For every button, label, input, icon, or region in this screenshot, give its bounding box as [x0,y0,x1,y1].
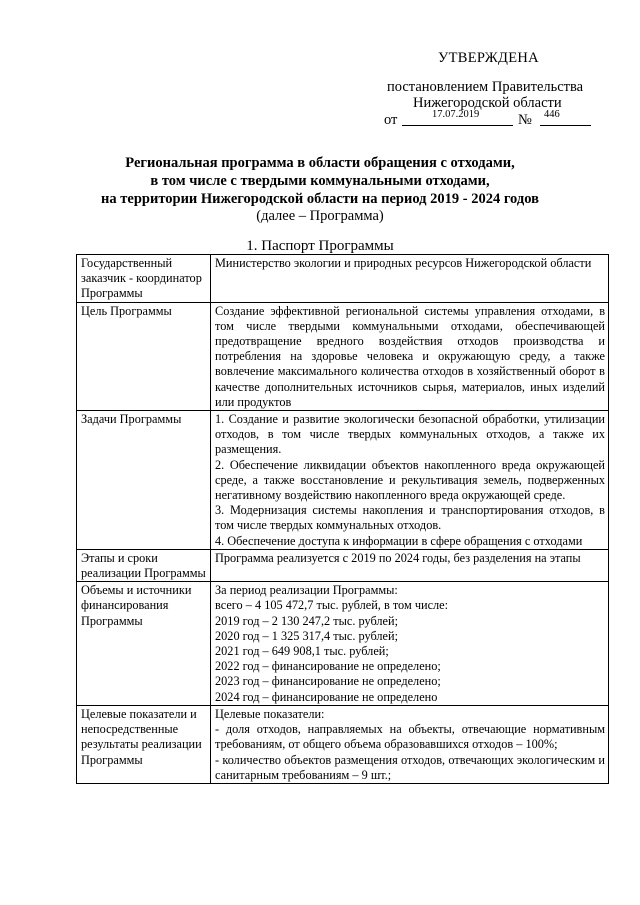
table-row [77,549,609,581]
passport-value-paragraph: 2024 год – финансирование не определено [215,689,438,704]
approval-authority-line: Нижегородской области [413,95,562,111]
table-row [77,705,609,783]
title-line-1: Региональная программа в области обращения с отходами, [125,155,515,171]
passport-value [211,705,609,783]
passport-value-paragraph: Программа реализуется с 2019 по 2024 годы, без разделения на этапы [215,550,581,565]
approval-number: 446 [544,109,560,120]
passport-value-paragraph: 2. Обеспечение ликвидации объектов накопленного вреда окружающей среде, а также восстановление и рекультивация земель, подверженных негативному воздействию накопленного вреда окружающей среде. [215,457,605,503]
passport-value-paragraph: - доля отходов, направляемых на объекты, отвечающие нормативным требованиям, от общего объема образовавшихся отходов – 100%; [215,722,605,752]
approval-decree-line: постановлением Правительства [387,79,584,95]
passport-value [211,302,609,410]
passport-value-paragraph: Министерство экологии и природных ресурсов Нижегородской области [215,256,592,270]
table-row [77,255,609,303]
passport-value-paragraph: 2023 год – финансирование не определено; [215,674,441,689]
date-underline [402,125,513,126]
table-row [77,411,609,550]
document-subtitle: (далее – Программа) [256,208,384,224]
passport-value-paragraph: 4. Обеспечение доступа к информации в сфере обращения с отходами [215,533,583,548]
passport-label: Задачи Программы [77,411,211,550]
passport-value-paragraph: Создание эффективной региональной системы управления отходами, в том числе твердыми коммунальными отходами, обеспечивающей предотвращение вредного воздействия отходов производства и потребления на здоровье человека и окружающую среду, а также вовлечение максимального количества отходов в хозяйственный оборот в качестве дополнительных источников сырья, материалов, иных изделий или продуктов [215,303,605,409]
document-title [60,154,580,208]
number-label: № [518,112,532,128]
approval-date: 17.07.2019 [432,109,480,120]
passport-value-paragraph: 2021 год – 649 908,1 тыс. рублей; [215,644,389,659]
passport-value [211,549,609,581]
passport-value-paragraph: 2022 год – финансирование не определено; [215,659,441,674]
section-heading: 1. Паспорт Программы [246,238,394,254]
passport-table [76,254,609,784]
passport-label: Государственный заказчик - координатор Программы [77,255,211,303]
passport-value [211,582,609,706]
passport-value-paragraph: 2020 год – 1 325 317,4 тыс. рублей; [215,628,398,643]
passport-label: Целевые показатели и непосредственные результаты реализации Программы [77,705,211,783]
table-row [77,302,609,410]
passport-value-paragraph: 3. Модернизация системы накопления и транспортирования отходов, в том числе твердых коммунальных отходов. [215,503,605,533]
passport-value [211,411,609,550]
from-label: от [384,112,398,128]
passport-label: Цель Программы [77,302,211,410]
table-row [77,582,609,706]
passport-value-paragraph: - количество объектов размещения отходов, отвечающих экологическим и санитарным требованиям – 9 шт.; [215,752,605,782]
passport-value-paragraph: всего – 4 105 472,7 тыс. рублей, в том числе: [215,598,449,613]
approval-title: УТВЕРЖДЕНА [438,50,539,66]
passport-value [211,255,609,303]
passport-value-paragraph: 2019 год – 2 130 247,2 тыс. рублей; [215,613,398,628]
passport-label: Объемы и источники финансирования Программы [77,582,211,706]
passport-value-paragraph: Целевые показатели: [215,706,325,721]
passport-value-paragraph: 1. Создание и развитие экологически безопасной обработки, утилизации отходов, в том числе твердых коммунальных отходов, а также их размещения. [215,412,605,457]
passport-label: Этапы и сроки реализации Программы [77,549,211,581]
title-line-2: в том числе с твердыми коммунальными отходами, [150,173,490,189]
title-line-3: на территории Нижегородской области на период 2019 - 2024 годов [101,191,539,207]
passport-value-paragraph: За период реализации Программы: [215,583,398,598]
number-underline [540,125,591,126]
